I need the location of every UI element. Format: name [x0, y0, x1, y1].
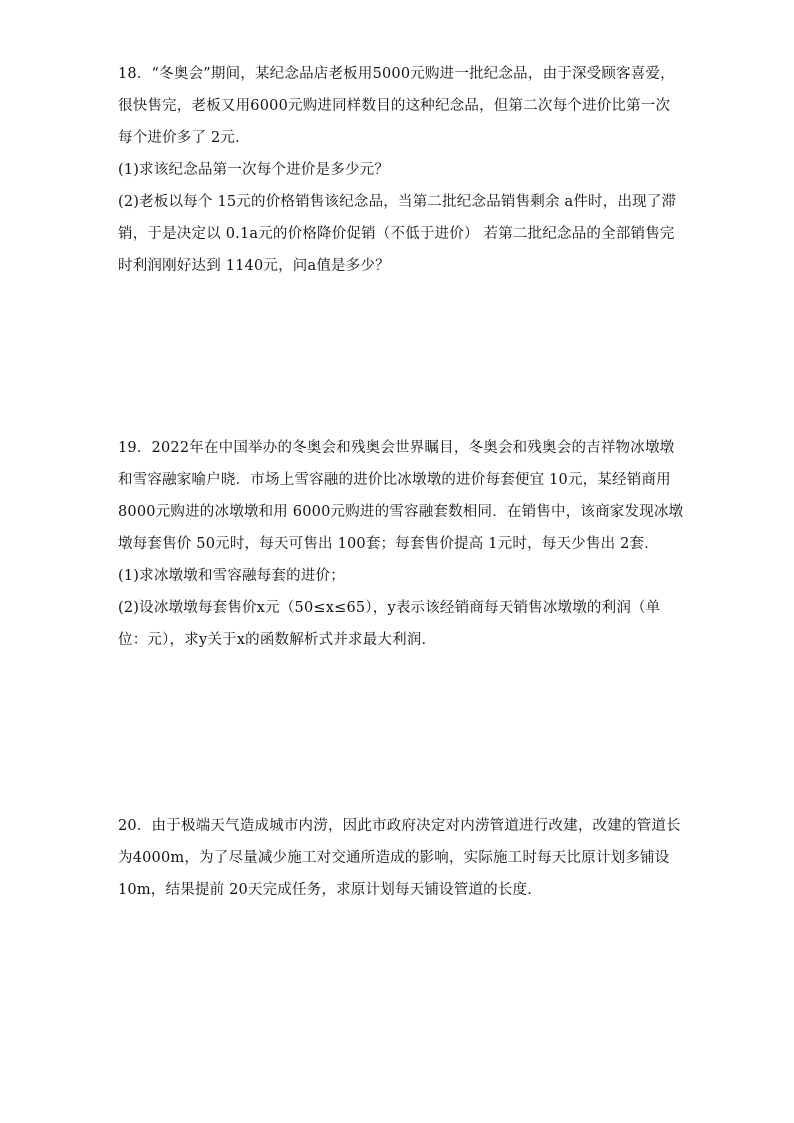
problem-18 [118, 58, 677, 282]
problem-18-part-2-line-2: 销，于是决定以 0.1a元的价格降价促销（不低于进价） 若第二批纪念品的全部销售完 [118, 226, 675, 242]
problem-19-part-2-line-2: 位：元），求y关于x的函数解析式并求最大利润． [118, 632, 437, 648]
problem-18-part-1: (1)求该纪念品第一次每个进价是多少元？ [118, 162, 390, 178]
problem-19-line-1: 19．2022年在中国举办的冬奥会和残奥会世界瞩目，冬奥会和残奥会的吉祥物冰墩墩 [118, 440, 675, 456]
problem-19-part-1: (1)求冰墩墩和雪容融每套的进价； [118, 568, 345, 584]
problem-20 [118, 810, 681, 906]
problem-18-part-2-line-1: (2)老板以每个 15元的价格销售该纪念品，当第二批纪念品销售剩余 a件时，出现了滞 [118, 194, 677, 210]
problem-18-line-2: 很快售完，老板又用6000元购进同样数目的这种纪念品，但第二次每个进价比第一次 [118, 98, 671, 114]
problem-20-line-1: 20．由于极端天气造成城市内涝，因此市政府决定对内涝管道进行改建，改建的管道长 [118, 818, 681, 834]
problem-20-line-2: 为4000m，为了尽量减少施工对交通所造成的影响，实际施工时每天比原计划多铺设 [118, 850, 670, 866]
problem-20-line-3: 10m，结果提前 20天完成任务，求原计划每天铺设管道的长度． [118, 882, 542, 898]
problem-19-line-2: 和雪容融家喻户晓．市场上雪容融的进价比冰墩墩的进价每套便宜 10元，某经销商用 [118, 472, 671, 488]
problem-19-line-4: 墩每套售价 50元时，每天可售出 100套；每套售价提高 1元时，每天少售出 2套． [118, 536, 659, 552]
problem-18-line-3: 每个进价多了 2元． [118, 130, 250, 146]
problem-18-line-1: 18．“冬奥会”期间，某纪念品店老板用5000元购进一批纪念品，由于深受顾客喜爱， [118, 66, 675, 82]
problem-19-line-3: 8000元购进的冰墩墩和用 6000元购进的雪容融套数相同．在销售中，该商家发现冰墩 [118, 504, 684, 520]
problem-18-part-2-line-3: 时利润刚好达到 1140元，问a值是多少？ [118, 258, 390, 274]
problem-19 [118, 432, 684, 656]
problem-19-part-2-line-1: (2)设冰墩墩每套售价x元（50≤x≤65），y表示该经销商每天销售冰墩墩的利润（单 [118, 600, 661, 616]
